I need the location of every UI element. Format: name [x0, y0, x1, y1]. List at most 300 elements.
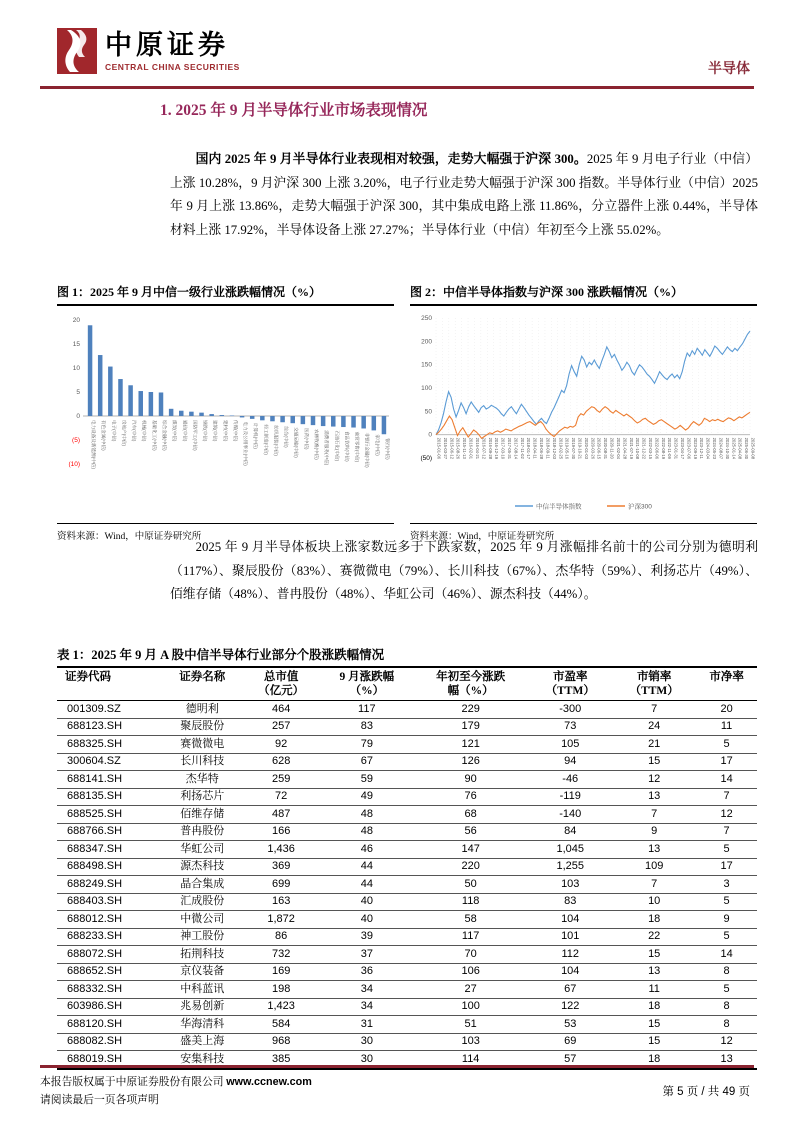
svg-text:2015-03-27: 2015-03-27 [442, 437, 448, 460]
table-cell: 688123.SH [57, 718, 163, 736]
page-number: 第 5 页 / 共 49 页 [662, 1086, 750, 1098]
table-row [57, 963, 757, 981]
svg-text:(5): (5) [72, 437, 80, 444]
svg-text:2018-06-28: 2018-06-28 [539, 437, 545, 460]
table-cell: 安集科技 [180, 1052, 225, 1065]
table-row [57, 701, 757, 719]
svg-text:250: 250 [421, 315, 432, 322]
table-cell: 584 [242, 1016, 321, 1034]
copyright-text: 本报告版权属于中原证券股份有限公司 [40, 1076, 224, 1088]
svg-text:纺织服装(中信): 纺织服装(中信) [273, 425, 279, 456]
copyright-line [40, 1073, 312, 1091]
svg-text:2022-08-19: 2022-08-19 [660, 437, 666, 460]
svg-text:2025-09-08: 2025-09-08 [750, 437, 756, 460]
footer-left [40, 1073, 312, 1109]
table-cell: 京仪装备 [163, 963, 242, 981]
table-cell: 84 [528, 823, 612, 841]
table-cell: 7 [612, 876, 696, 894]
table-cell: 147 [413, 841, 528, 859]
table-cell: 121 [413, 736, 528, 754]
table-cell: 50 [413, 876, 528, 894]
table-row [57, 841, 757, 859]
table-cell: 73 [528, 718, 612, 736]
table-row [57, 858, 757, 876]
svg-text:2015-11-13: 2015-11-13 [462, 437, 468, 459]
table-cell: 58 [413, 911, 528, 929]
table-cell: 30 [360, 1052, 373, 1065]
svg-text:2020-06-15: 2020-06-15 [596, 437, 602, 460]
svg-text:沪深300: 沪深300 [628, 503, 652, 511]
table-cell: 688498.SH [57, 858, 163, 876]
table-cell: 86 [242, 928, 321, 946]
svg-text:0: 0 [76, 413, 80, 420]
svg-text:2018-12-03: 2018-12-03 [551, 437, 557, 460]
svg-text:2024-08-07: 2024-08-07 [718, 437, 724, 460]
svg-text:2025-04-08: 2025-04-08 [737, 437, 743, 460]
table-cell: -119 [528, 788, 612, 806]
table-cell: 40 [321, 893, 414, 911]
table-cell: 拓荆科技 [163, 946, 242, 964]
table-cell: 51 [413, 1016, 528, 1034]
table-cell: 22 [612, 928, 696, 946]
table-cell: 17 [696, 858, 757, 876]
table-cell: 13 [720, 1052, 733, 1065]
logo-icon [57, 28, 97, 74]
svg-text:石油石化(中信): 石油石化(中信) [334, 430, 340, 462]
table-row [57, 928, 757, 946]
table-cell: 5 [696, 893, 757, 911]
table-cell: 中科蓝讯 [163, 981, 242, 999]
svg-text:2016-04-21: 2016-04-21 [474, 437, 480, 460]
svg-text:家电(中信): 家电(中信) [374, 434, 380, 456]
table-cell: 37 [321, 946, 414, 964]
svg-text:2024-05-23: 2024-05-23 [712, 437, 718, 460]
table-cell: 257 [242, 718, 321, 736]
table-cell: 14 [696, 946, 757, 964]
table-cell: 83 [528, 893, 612, 911]
svg-text:建筑(中信): 建筑(中信) [212, 420, 218, 442]
table-cell: 长川科技 [163, 753, 242, 771]
table-header-cell: 市盈率 （TTM） [528, 667, 612, 701]
table-cell: 104 [528, 911, 612, 929]
table-cell: 7 [696, 823, 757, 841]
table-cell: 佰维存储 [163, 806, 242, 824]
svg-text:消费者服务(中信): 消费者服务(中信) [324, 430, 330, 466]
table-row [57, 806, 757, 824]
table-cell: 3 [696, 876, 757, 894]
svg-text:2017-08-14: 2017-08-14 [513, 437, 519, 460]
table-cell: 105 [528, 736, 612, 754]
svg-text:2018-09-11: 2018-09-11 [545, 437, 551, 459]
svg-text:2021-12-22: 2021-12-22 [641, 437, 647, 460]
table-cell: 122 [528, 998, 612, 1016]
table-row [57, 1033, 757, 1051]
table-cell: 67 [528, 981, 612, 999]
table-cell: 628 [242, 753, 321, 771]
table-cell: 9 [612, 823, 696, 841]
svg-text:2023-12-11: 2023-12-11 [699, 437, 705, 459]
table-cell: 53 [528, 1016, 612, 1034]
table-cell: 8 [696, 1016, 757, 1034]
table-cell: 92 [242, 736, 321, 754]
table-cell: 德明利 [163, 701, 242, 719]
table-cell: 79 [321, 736, 414, 754]
table-cell: 688135.SH [57, 788, 163, 806]
table-cell: 兆易创新 [163, 998, 242, 1016]
figure-2 [410, 283, 757, 542]
svg-text:2021-10-08: 2021-10-08 [635, 437, 641, 460]
table-cell: 18 [612, 998, 696, 1016]
table-cell: 688766.SH [57, 823, 163, 841]
svg-text:汽车(中信): 汽车(中信) [131, 420, 137, 442]
table-cell: -46 [528, 771, 612, 789]
company-url: www.ccnew.com [226, 1076, 312, 1088]
table-cell: 24 [612, 718, 696, 736]
table-cell: 1,045 [528, 841, 612, 859]
table-cell: 晶合集成 [163, 876, 242, 894]
table-cell: 34 [321, 998, 414, 1016]
table-cell: 259 [242, 771, 321, 789]
table-header-cell: 市净率 [696, 667, 757, 701]
table-cell: 44 [321, 858, 414, 876]
table-cell: 688347.SH [57, 841, 163, 859]
table-row [57, 1016, 757, 1034]
svg-text:2019-02-25: 2019-02-25 [558, 437, 564, 460]
figure-2-caption: 图 2：中信半导体指数与沪深 300 涨跌幅情况（%） [410, 283, 757, 306]
table-header-cell: 年初至今涨跌 幅（%） [413, 667, 528, 701]
svg-text:房地产(中信): 房地产(中信) [121, 420, 127, 447]
table-section [57, 645, 757, 1070]
table-cell: 117 [413, 928, 528, 946]
table-row [57, 718, 757, 736]
table-cell: 100 [413, 998, 528, 1016]
table-header-cell: 市销率 （TTM） [612, 667, 696, 701]
table-cell: 688120.SH [57, 1016, 163, 1034]
table-cell: 109 [612, 858, 696, 876]
table-header-cell: 证券名称 [163, 667, 242, 701]
table-cell: 30 [321, 1033, 414, 1051]
table-cell: 688233.SH [57, 928, 163, 946]
table-cell: 盛美上海 [163, 1033, 242, 1051]
table-cell: 48 [321, 806, 414, 824]
brand-name-cn: 中原证券 [105, 30, 229, 60]
svg-text:电力及公用事业(中信): 电力及公用事业(中信) [243, 421, 249, 466]
table-cell: 688082.SH [57, 1033, 163, 1051]
table-cell: 114 [461, 1052, 480, 1065]
svg-text:2022-03-15: 2022-03-15 [647, 437, 653, 460]
svg-text:15: 15 [72, 341, 80, 348]
table-row [57, 981, 757, 999]
table-cell: 603986.SH [57, 998, 163, 1016]
table-cell: 688019.SH [67, 1052, 123, 1065]
table-header-cell: 9 月涨跌幅 （%） [321, 667, 414, 701]
table-cell: 华虹公司 [163, 841, 242, 859]
table-cell: 18 [612, 911, 696, 929]
svg-text:0: 0 [428, 431, 432, 439]
header-logo [57, 28, 240, 74]
svg-text:2018-04-11: 2018-04-11 [532, 437, 538, 459]
index-line-chart [410, 310, 757, 516]
svg-text:2025-06-30: 2025-06-30 [744, 437, 750, 460]
table-cell: 7 [612, 806, 696, 824]
table-cell: 普冉股份 [163, 823, 242, 841]
svg-text:食品饮料(中信): 食品饮料(中信) [344, 431, 350, 462]
svg-text:轻工制造(中信): 轻工制造(中信) [263, 424, 269, 455]
svg-text:2016-07-12: 2016-07-12 [481, 437, 487, 460]
svg-text:2021-04-28: 2021-04-28 [622, 437, 628, 460]
table-cell: 67 [321, 753, 414, 771]
table-cell: 8 [696, 963, 757, 981]
table-cell: 69 [528, 1033, 612, 1051]
svg-text:(10): (10) [68, 461, 80, 468]
table-cell: 8 [696, 998, 757, 1016]
table-cell: 688652.SH [57, 963, 163, 981]
svg-text:交通运输(中信): 交通运输(中信) [293, 427, 299, 458]
table-cell: 688403.SH [57, 893, 163, 911]
figure-1-caption: 图 1：2025 年 9 月中信一级行业涨跌幅情况（%） [57, 283, 394, 306]
table-cell: 17 [696, 753, 757, 771]
table-row [57, 911, 757, 929]
table-cell: 72 [242, 788, 321, 806]
table-cell: 15 [612, 1016, 696, 1034]
table-cell: 12 [696, 806, 757, 824]
table-cell: 126 [413, 753, 528, 771]
table-row [57, 771, 757, 789]
table-cell: 21 [612, 736, 696, 754]
table-cell: 40 [321, 911, 414, 929]
table-cell: 48 [321, 823, 414, 841]
table-cell: -300 [528, 701, 612, 719]
table-cell: 688012.SH [57, 911, 163, 929]
table-cell: 68 [413, 806, 528, 824]
paragraph-market-performance [170, 148, 758, 242]
table-cell: 1,255 [528, 858, 612, 876]
table-row [57, 998, 757, 1016]
table-cell: 59 [321, 771, 414, 789]
table-cell: 688141.SH [57, 771, 163, 789]
table-cell: 5 [696, 981, 757, 999]
table-cell: 源杰科技 [163, 858, 242, 876]
table-cell: 300604.SZ [57, 753, 163, 771]
table-cell: 220 [413, 858, 528, 876]
table-cell: 94 [528, 753, 612, 771]
paragraph-body: 2025 年 9 月电子行业（中信）上涨 10.28%，9 月沪深 300 上涨 3.20%，电子行业走势大幅强于沪深 300 指数。半导体行业（中信）2025 年 9 月上涨 13.86%，走势大幅强于沪深 300，其中集成电路上涨 11.86%，分立器件上涨 0.44%，半导体材料上涨 17.92%，半导体设备上涨 27.27%；半导体行业（中信）年初至今上涨 55.02%。 [170, 152, 759, 237]
table-cell: 12 [612, 771, 696, 789]
table-row [57, 893, 757, 911]
table-cell: 001309.SZ [57, 701, 163, 719]
table-cell: 699 [242, 876, 321, 894]
svg-text:20: 20 [72, 317, 80, 324]
svg-text:2020-01-03: 2020-01-03 [583, 437, 589, 460]
table-cell: 5 [696, 841, 757, 859]
footer-rule [40, 1065, 754, 1068]
table-row [57, 823, 757, 841]
table-cell: 57 [564, 1052, 577, 1065]
paragraph-top-gainers: 2025 年 9 月半导体板块上涨家数远多于下跌家数，2025 年 9 月涨幅排名前十的公司分别为德明利（117%）、聚辰股份（83%）、赛微微电（79%）、长川科技（67%）、杰华特（59%）、利扬芯片（49%）、佰维存储（48%）、普冉股份（48%）、华虹公司（46%）、源杰科技（44%）。 [170, 540, 758, 602]
table-cell: 90 [413, 771, 528, 789]
table-cell: 神工股份 [163, 928, 242, 946]
svg-text:2020-11-20: 2020-11-20 [609, 437, 615, 459]
svg-text:2023-01-31: 2023-01-31 [673, 437, 679, 460]
table-cell: 70 [413, 946, 528, 964]
table-cell: 10 [612, 893, 696, 911]
table-cell: 103 [413, 1033, 528, 1051]
svg-text:2015-08-26: 2015-08-26 [455, 437, 461, 460]
table-cell: 13 [612, 788, 696, 806]
svg-text:50: 50 [424, 408, 432, 416]
svg-text:银行(中信): 银行(中信) [384, 438, 390, 460]
svg-text:机械(中信): 机械(中信) [141, 420, 147, 442]
table-cell: 117 [321, 701, 414, 719]
figure-1 [57, 283, 394, 542]
svg-text:电子(中信): 电子(中信) [111, 420, 117, 442]
svg-text:2024-10-30: 2024-10-30 [724, 437, 730, 460]
svg-text:综合(中信): 综合(中信) [283, 426, 289, 448]
table-cell: 36 [321, 963, 414, 981]
table-cell: 169 [242, 963, 321, 981]
table-row [57, 753, 757, 771]
table-cell: 112 [528, 946, 612, 964]
report-category-label: 半导体 [708, 62, 750, 77]
svg-text:2025-01-14: 2025-01-14 [731, 437, 737, 460]
table-cell: 732 [242, 946, 321, 964]
table-cell: 688525.SH [57, 806, 163, 824]
table-cell: 7 [612, 701, 696, 719]
table-cell: 34 [321, 981, 414, 999]
svg-text:农林牧渔(中信): 农林牧渔(中信) [314, 429, 319, 460]
svg-text:2021-02-04: 2021-02-04 [615, 437, 621, 460]
table-cell: 13 [612, 841, 696, 859]
svg-text:2016-12-19: 2016-12-19 [494, 437, 500, 460]
table-cell: -140 [528, 806, 612, 824]
table-cell: 163 [242, 893, 321, 911]
svg-text:医药(中信): 医药(中信) [303, 428, 309, 450]
table-cell: 7 [696, 788, 757, 806]
table-cell: 198 [242, 981, 321, 999]
table-header-cell: 证券代码 [57, 667, 163, 701]
table-header-cell: 总市值 （亿元） [242, 667, 321, 701]
svg-text:传媒(中信): 传媒(中信) [232, 420, 238, 442]
table-cell: 1,423 [242, 998, 321, 1016]
figure-2-source: 资料来源：Wind，中原证券研究所 [410, 523, 757, 542]
svg-text:2015-01-06: 2015-01-06 [436, 437, 442, 460]
disclaimer-line: 请阅读最后一页各项声明 [40, 1094, 159, 1106]
table-cell: 11 [612, 981, 696, 999]
table-cell: 76 [413, 788, 528, 806]
svg-text:100: 100 [421, 385, 432, 392]
table-cell: 369 [242, 858, 321, 876]
svg-text:有色金属(中信): 有色金属(中信) [101, 420, 107, 451]
paragraph-lead-bold: 国内 2025 年 9 月半导体行业表现相对较强，走势大幅强于沪深 300。 [195, 152, 587, 166]
industry-bar-chart [57, 310, 394, 516]
table-cell: 385 [271, 1052, 291, 1065]
header-rule [40, 86, 754, 89]
table-cell: 20 [696, 701, 757, 719]
table-cell: 14 [696, 771, 757, 789]
table-cell: 229 [413, 701, 528, 719]
svg-text:2016-02-01: 2016-02-01 [468, 437, 474, 460]
svg-text:2020-03-26: 2020-03-26 [590, 437, 596, 460]
svg-text:2021-07-19: 2021-07-19 [628, 437, 634, 460]
table-cell: 688249.SH [57, 876, 163, 894]
table-cell: 汇成股份 [163, 893, 242, 911]
svg-text:煤炭(中信): 煤炭(中信) [172, 420, 178, 442]
table-cell: 487 [242, 806, 321, 824]
svg-text:(50): (50) [420, 455, 432, 462]
table-cell: 44 [321, 876, 414, 894]
table-cell: 11 [696, 718, 757, 736]
table-cell: 15 [612, 1033, 696, 1051]
svg-text:2023-04-17: 2023-04-17 [680, 437, 686, 460]
svg-text:2019-05-16: 2019-05-16 [564, 437, 570, 460]
svg-text:5: 5 [76, 389, 80, 396]
svg-text:国防军工(中信): 国防军工(中信) [192, 420, 198, 451]
table-cell: 31 [321, 1016, 414, 1034]
table-title: 表 1：2025 年 9 月 A 股中信半导体行业部分个股涨跌幅情况 [57, 648, 385, 662]
stocks-table [57, 666, 757, 1070]
table-cell: 179 [413, 718, 528, 736]
table-cell: 688072.SH [57, 946, 163, 964]
table-cell: 12 [696, 1033, 757, 1051]
table-cell: 49 [321, 788, 414, 806]
table-cell: 968 [242, 1033, 321, 1051]
svg-text:2015-06-12: 2015-06-12 [449, 437, 455, 460]
table-cell: 利扬芯片 [163, 788, 242, 806]
svg-text:钢铁(中信): 钢铁(中信) [202, 420, 208, 442]
table-cell: 1,436 [242, 841, 321, 859]
svg-text:2017-11-02: 2017-11-02 [519, 437, 525, 459]
table-cell: 5 [696, 736, 757, 754]
table-cell: 39 [321, 928, 414, 946]
table-cell: 46 [321, 841, 414, 859]
table-cell: 杰华特 [163, 771, 242, 789]
table-cell: 83 [321, 718, 414, 736]
table-cell: 688325.SH [57, 736, 163, 754]
svg-text:2024-03-04: 2024-03-04 [705, 437, 711, 460]
svg-text:2023-07-06: 2023-07-06 [686, 437, 692, 460]
table-header [57, 667, 757, 701]
svg-text:商贸零售(中信): 商贸零售(中信) [354, 431, 360, 463]
svg-text:2022-11-09: 2022-11-09 [667, 437, 673, 459]
table-cell: 103 [528, 876, 612, 894]
svg-text:通信(中信): 通信(中信) [182, 420, 188, 442]
table-cell: 104 [528, 963, 612, 981]
table-cell: 18 [648, 1052, 661, 1065]
svg-text:2017-05-31: 2017-05-31 [506, 437, 512, 460]
table-cell: 106 [413, 963, 528, 981]
table-cell: 166 [242, 823, 321, 841]
table-cell: 688332.SH [57, 981, 163, 999]
svg-text:基础化工(中信): 基础化工(中信) [151, 420, 157, 451]
table-cell: 聚辰股份 [163, 718, 242, 736]
table-cell: 464 [242, 701, 321, 719]
figure-1-source: 资料来源：Wind，中原证券研究所 [57, 523, 394, 542]
svg-text:建材(中信): 建材(中信) [222, 420, 228, 442]
svg-text:2018-01-17: 2018-01-17 [526, 437, 532, 460]
section-title: 1. 2025 年 9 月半导体行业市场表现情况 [160, 102, 428, 119]
table-cell: 27 [413, 981, 528, 999]
svg-text:2020-08-31: 2020-08-31 [603, 437, 609, 460]
table-cell: 118 [413, 893, 528, 911]
svg-text:2023-09-19: 2023-09-19 [692, 437, 698, 460]
table-cell: 15 [612, 753, 696, 771]
table-cell: 15 [612, 946, 696, 964]
svg-text:200: 200 [421, 338, 432, 346]
svg-text:2022-06-06: 2022-06-06 [654, 437, 660, 460]
table-row [57, 876, 757, 894]
table-cell: 56 [413, 823, 528, 841]
svg-text:2016-09-28: 2016-09-28 [487, 437, 493, 460]
